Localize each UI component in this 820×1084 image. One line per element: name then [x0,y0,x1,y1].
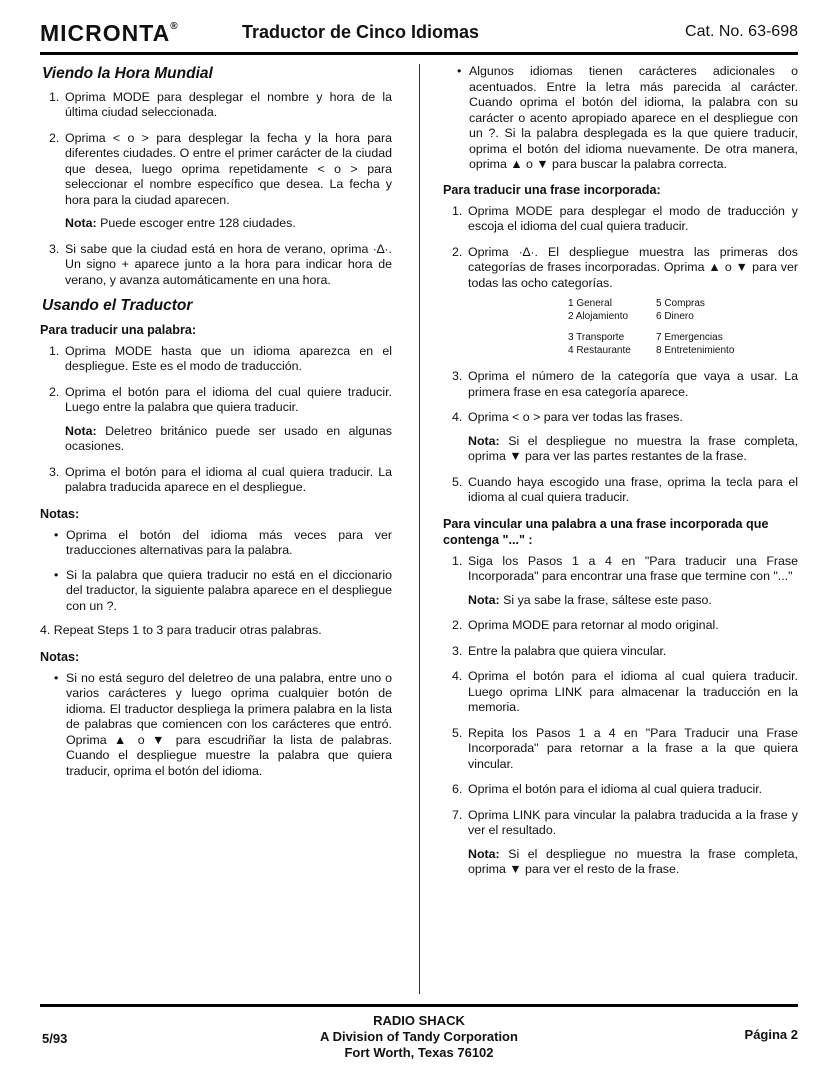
catalog-number: Cat. No. 63-698 [685,23,798,40]
list-item: 2. Oprima MODE para retornar al modo original. [452,618,719,632]
document-title: Traductor de Cinco Idiomas [242,22,480,42]
list-item: 7. Oprima LINK para vincular la palabra traducida a la frase y ver el resultado. Nota: Si el despliegue no muestra la frase completa, oprima ▼ para ver el resto de la frase. [452,807,798,876]
company-name: RADIO SHACK [373,1013,465,1028]
list-item: • Oprima el botón del idioma más veces para ver traducciones alternativas para la palabra. [54,527,392,557]
list-item: • Algunos idiomas tienen carácteres adicionales o acentuados. Entre la letra más parecida al carácter. Cuando oprima el botón del idioma, la palabra con su carácter o acento apropiado aparece en el despliegue con un ?. Si la palabra desplegada es la que quiere traducir, oprima el botón del idioma nuevamente. De otra manera, oprima ▲ o ▼ para buscar la palabra correcta. [457,64,798,171]
translate-word-steps [40,344,392,496]
step-4-text: 4. Repeat Steps 1 to 3 para traducir otras palabras. [40,623,322,637]
category-label: 4 Restaurante [568,345,631,356]
brand-logo: MICRONTA® [40,20,178,46]
notes-list [443,64,798,173]
section-title-world-time: Viendo la Hora Mundial [42,65,213,82]
list-item: 3. Oprima el botón para el idioma al cual quiera traducir. La palabra traducida aparece en el despliegue. [49,464,392,494]
list-item: 2. Oprima ·∆·. El despliegue muestra las primeras dos categorías de frases incorporadas. Oprima ▲ o ▼ para ver todas las ocho categorías. 1 General 5 Compras 2 Alojamiento 6 Dinero 3 Transporte 7 Emergencias 4 Restaurante 8 Entretenimiento [443,245,798,360]
list-item: 1. Oprima MODE para desplegar el nombre y hora de la última ciudad seleccionada. [49,89,392,119]
subsection-title-translate-phrase: Para traducir una frase incorporada: [443,182,661,197]
footer-rule [40,1004,798,1007]
list-item: 1. Oprima MODE para desplegar el modo de traducción y escoja el idioma del cual quiera traducir. [452,203,798,233]
category-label: 8 Entretenimiento [656,345,735,356]
page-number: Página 2 [744,1027,798,1042]
section-title-translator: Usando el Traductor [42,297,193,314]
list-item: 4. Oprima < o > para ver todas las frases. Nota: Si el despliegue no muestra la frase completa, oprima ▼ para ver las partes restantes de la frase. [452,410,798,463]
notes-list [40,671,392,780]
list-item: 2. Oprima el botón para el idioma del cual quiere traducir. Luego entre la palabra que quiera traducir. Nota: Deletreo británico puede ser usado en algunas ocasiones. [49,384,392,453]
category-label: 2 Alojamiento [568,311,629,322]
note: Nota: Si ya sabe la frase, sáltese este paso. [468,592,712,607]
list-item: 3. Oprima el número de la categoría que vaya a usar. La primera frase en esa categoría aparece. [452,369,798,399]
list-item: 5. Repita los Pasos 1 a 4 en "Para Traducir una Frase Incorporada" para retornar a la frase a la que quiera vincular. [452,725,798,771]
company-address: Fort Worth, Texas 76102 [344,1045,494,1060]
list-item: 2. Oprima < o > para desplegar la fecha y la hora para diferentes ciudades. O entre el primer carácter de la ciudad que desea, luego oprima repetidamente < o > para seleccionar el nombre específico que desea. La fecha y hora para la ciudad aparecen. Nota: Puede escoger entre 128 ciudades. [49,130,392,230]
publisher-block [40,1013,798,1061]
column-divider [419,64,420,994]
left-column [40,64,392,788]
header-rule [40,52,798,55]
division-name: A Division of Tandy Corporation [320,1029,518,1044]
list-item: 1. Siga los Pasos 1 a 4 en "Para traducir una Frase Incorporada" para encontrar una frase que termine con "..." Nota: Si ya sabe la frase, sáltese este paso. [452,553,798,607]
list-item: 1. Oprima MODE hasta que un idioma aparezca en el despliegue. Este es el modo de traducción. [49,343,392,373]
note: Nota: Si el despliegue no muestra la frase completa, oprima ▼ para ver las partes restantes de la frase. [468,433,798,463]
list-item: • Si la palabra que quiera traducir no está en el diccionario del traductor, la siguiente palabra aparece en el despliegue con un ?. [54,567,392,613]
world-time-steps [40,90,392,289]
page-header [40,18,798,48]
notes-list [40,528,392,615]
note: Nota: Puede escoger entre 128 ciudades. [65,216,296,230]
category-label: 6 Dinero [656,311,694,322]
list-item: 3. Entre la palabra que quiera vincular. [452,643,667,658]
list-item: 6. Oprima el botón para el idioma al cual quiera traducir. [452,782,763,796]
list-item: 3. Si sabe que la ciudad está en hora de verano, oprima ·∆·. Un signo + aparece junto a la hora para indicar hora de verano, y avanza automáticamente en una hora. [49,241,392,287]
note: Nota: Si el despliegue no muestra la frase completa, oprima ▼ para ver el resto de la frase. [468,846,798,876]
right-column [443,64,798,888]
notes-heading: Notas: [40,506,80,521]
category-label: 7 Emergencias [656,332,723,343]
link-word-steps [443,554,798,878]
list-item: 4. Oprima el botón para el idioma al cual quiera traducir. Luego oprima LINK para almacenar la traducción en la memoria. [452,669,798,714]
list-item: • Si no está seguro del deletreo de una palabra, entre uno o varios carácteres y luego oprima cualquier botón de idioma. El traductor despliega la primera palabra en la lista de palabras que comiencen con los carácteres que entró. Oprima ▲ o ▼ para escudriñar la lista de palabras. Cuando el despliegue muestre la palabra que quiera traducir, oprima el botón del idioma. [54,670,392,778]
category-label: 3 Transporte [568,332,625,343]
notes-heading: Notas: [40,649,80,664]
category-label: 5 Compras [656,298,705,309]
note: Nota: Deletreo británico puede ser usado en algunas ocasiones. [65,423,392,453]
translate-phrase-steps [443,204,798,506]
category-table [568,297,798,359]
list-item: 5. Cuando haya escogido una frase, oprima la tecla para el idioma al cual quiera traducir. [452,474,798,504]
subsection-title-link-word: Para vincular una palabra a una frase incorporada que contenga "..." : [443,516,769,547]
subsection-title-translate-word: Para traducir una palabra: [40,322,197,337]
print-date: 5/93 [42,1031,68,1046]
category-label: 1 General [568,298,612,309]
